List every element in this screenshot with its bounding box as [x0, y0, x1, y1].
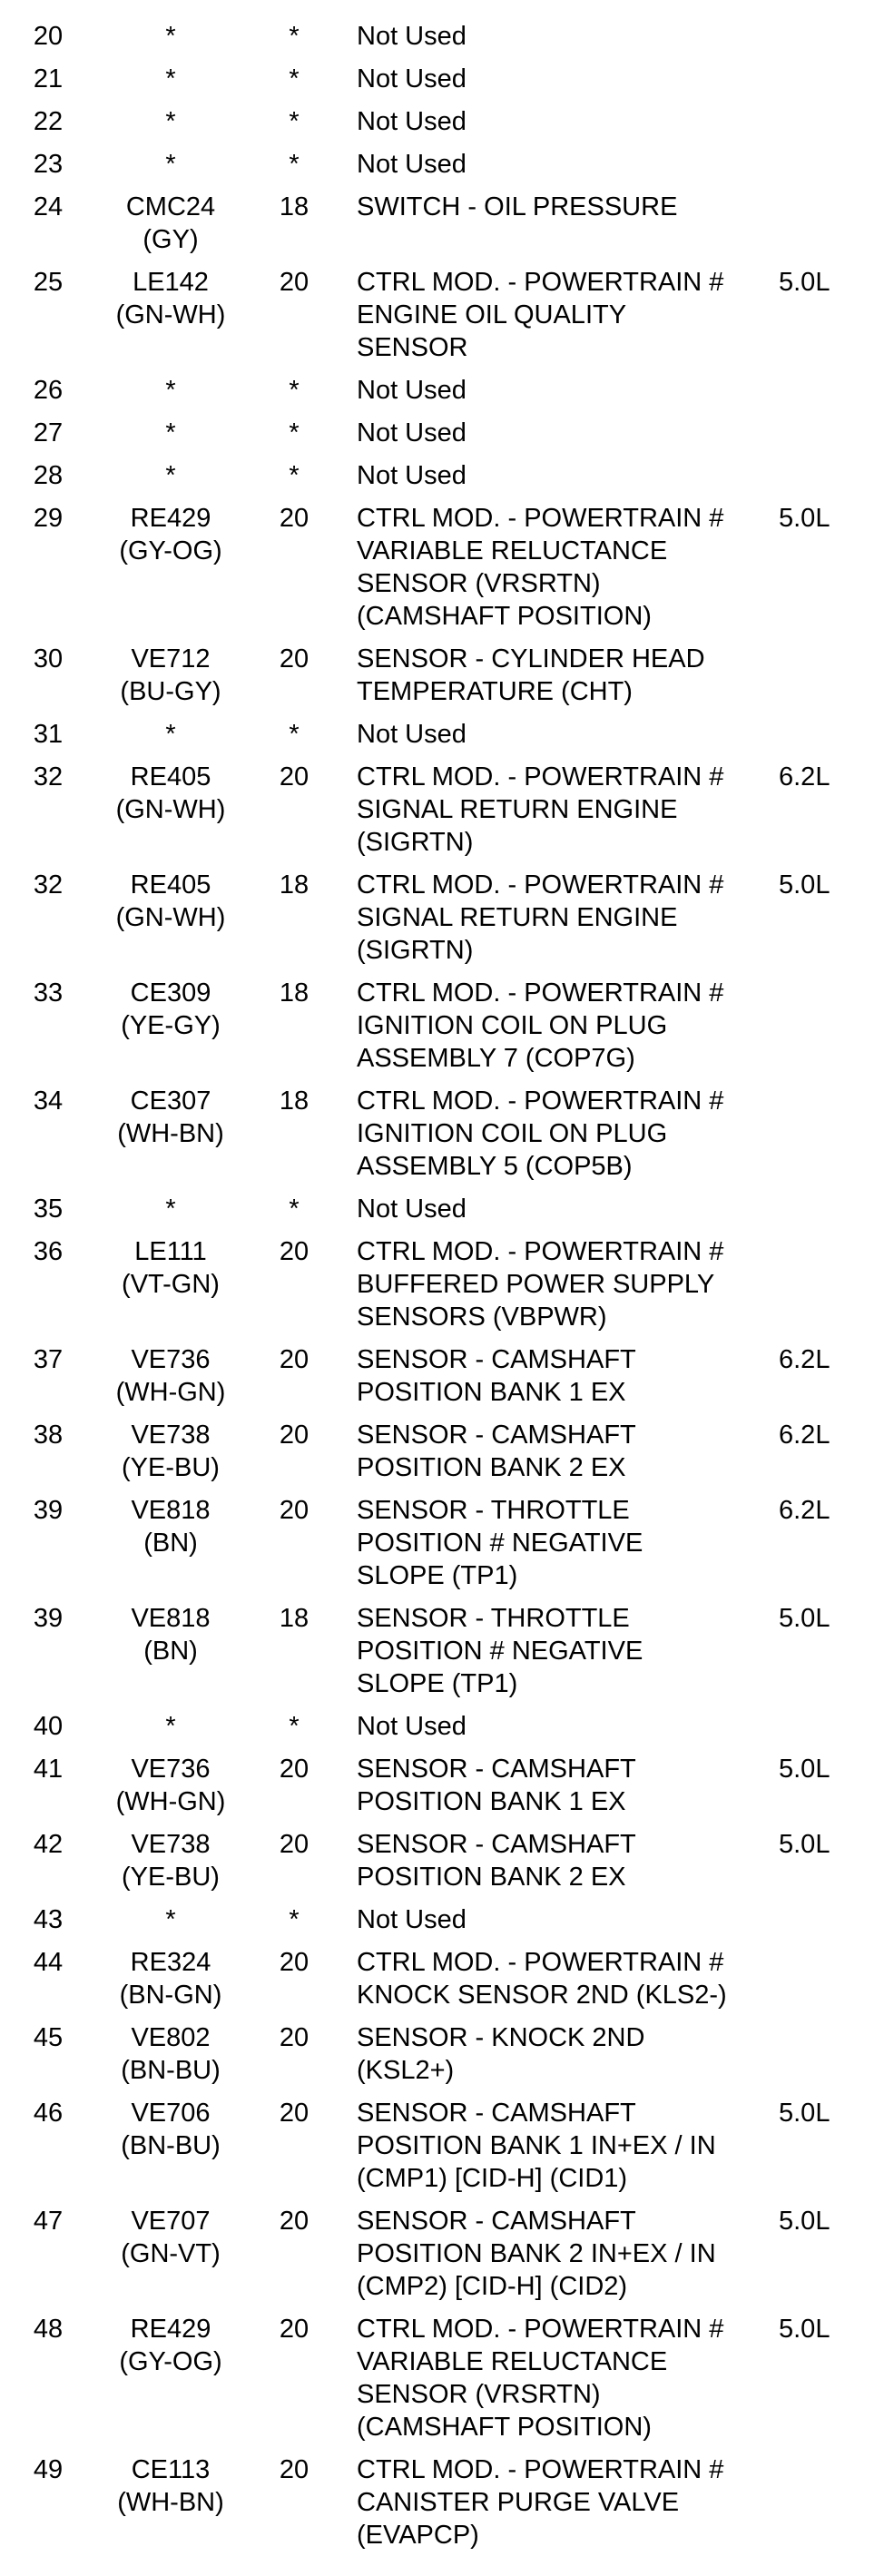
circuit-code: CE307 (WH-BN) — [117, 1086, 224, 1148]
circuit-code: VE707 (GN-VT) — [121, 2207, 221, 2268]
wire-gauge: 20 — [279, 2023, 309, 2052]
wire-gauge: 20 — [279, 2455, 309, 2484]
pin-number: 45 — [33, 2023, 64, 2052]
pin-number: 39 — [33, 1604, 64, 1633]
pin-number: 32 — [33, 870, 64, 900]
circuit-description: Not Used — [357, 64, 467, 93]
table-row — [0, 105, 894, 148]
wire-gauge: 18 — [279, 1604, 309, 1633]
circuit-code: * — [165, 418, 176, 447]
pin-number: 32 — [33, 762, 64, 791]
table-row — [0, 1419, 894, 1494]
table-row — [0, 2097, 894, 2205]
wire-gauge: 20 — [279, 1948, 309, 1977]
circuit-description: Not Used — [357, 376, 467, 405]
pin-number: 22 — [33, 107, 64, 136]
wire-gauge: 20 — [279, 1830, 309, 1859]
table-row — [0, 1085, 894, 1193]
wire-gauge: * — [289, 64, 300, 93]
circuit-description: SENSOR - THROTTLE POSITION # NEGATIVE SLOPE (TP1) — [357, 1496, 643, 1590]
circuit-code: CMC24 (GY) — [125, 192, 216, 254]
circuit-description: Not Used — [357, 22, 467, 51]
pin-number: 48 — [33, 2315, 64, 2344]
circuit-description: CTRL MOD. - POWERTRAIN # SIGNAL RETURN ENGINE (SIGRTN) — [357, 762, 724, 857]
wire-gauge: 20 — [279, 2315, 309, 2344]
wire-gauge: 20 — [279, 1421, 309, 1450]
pin-number: 40 — [33, 1712, 64, 1741]
circuit-code: RE405 (GN-WH) — [115, 762, 226, 824]
circuit-description: Not Used — [357, 418, 467, 447]
circuit-description: CTRL MOD. - POWERTRAIN # IGNITION COIL ON PLUG ASSEMBLY 7 (COP7G) — [357, 978, 724, 1073]
table-row — [0, 1343, 894, 1419]
circuit-description: CTRL MOD. - POWERTRAIN # ENGINE OIL QUALITY SENSOR — [357, 268, 724, 362]
circuit-code: * — [165, 1712, 176, 1741]
engine-option: 5.0L — [779, 2207, 830, 2236]
table-row — [0, 1710, 894, 1753]
table-row — [0, 266, 894, 374]
circuit-code: * — [165, 1195, 176, 1224]
pin-number: 27 — [33, 418, 64, 447]
wire-gauge: 20 — [279, 762, 309, 791]
table-row — [0, 1602, 894, 1710]
circuit-description: CTRL MOD. - POWERTRAIN # CANISTER PURGE VALVE (EVAPCP) — [357, 2455, 724, 2550]
wire-gauge: 20 — [279, 2207, 309, 2236]
pin-number: 30 — [33, 644, 64, 673]
circuit-description: SENSOR - CAMSHAFT POSITION BANK 1 EX — [357, 1755, 636, 1816]
circuit-code: * — [165, 461, 176, 490]
circuit-description: SENSOR - CYLINDER HEAD TEMPERATURE (CHT) — [357, 644, 705, 706]
table-row — [0, 2453, 894, 2561]
circuit-description: Not Used — [357, 150, 467, 179]
wire-gauge: 18 — [279, 978, 309, 1008]
circuit-description: SENSOR - CAMSHAFT POSITION BANK 2 EX — [357, 1421, 636, 1482]
wire-gauge: 18 — [279, 1086, 309, 1116]
engine-option: 5.0L — [779, 1830, 830, 1859]
pin-number: 38 — [33, 1421, 64, 1450]
table-row — [0, 2021, 894, 2097]
wire-gauge: * — [289, 107, 300, 136]
circuit-description: Not Used — [357, 720, 467, 749]
circuit-description: CTRL MOD. - POWERTRAIN # VARIABLE RELUCTANCE SENSOR (VRSRTN) (CAMSHAFT POSITION) — [357, 504, 724, 631]
pin-number: 20 — [33, 22, 64, 51]
circuit-description: SENSOR - CAMSHAFT POSITION BANK 1 IN+EX / IN (CMP1) [CID-H] (CID1) — [357, 2099, 716, 2193]
circuit-code: RE324 (BN-GN) — [119, 1948, 222, 2010]
table-row — [0, 20, 894, 63]
pin-number: 42 — [33, 1830, 64, 1859]
wire-gauge: 20 — [279, 1496, 309, 1525]
pin-number: 24 — [33, 192, 64, 221]
circuit-description: Not Used — [357, 461, 467, 490]
engine-option: 5.0L — [779, 2099, 830, 2128]
engine-option: 6.2L — [779, 1496, 830, 1525]
pin-number: 46 — [33, 2099, 64, 2128]
circuit-code: LE111 (VT-GN) — [122, 1237, 220, 1299]
engine-option: 5.0L — [779, 870, 830, 900]
circuit-description: SENSOR - CAMSHAFT POSITION BANK 2 EX — [357, 1830, 636, 1892]
wire-gauge: 20 — [279, 1237, 309, 1266]
table-row — [0, 1946, 894, 2021]
engine-option: 5.0L — [779, 268, 830, 297]
table-row — [0, 1494, 894, 1602]
table-row — [0, 502, 894, 643]
circuit-code: VE818 (BN) — [131, 1604, 211, 1666]
pin-number: 34 — [33, 1086, 64, 1116]
table-row — [0, 148, 894, 191]
wire-gauge: * — [289, 720, 300, 749]
table-row — [0, 191, 894, 266]
wire-gauge: 20 — [279, 2099, 309, 2128]
table-row — [0, 459, 894, 502]
wire-gauge: 18 — [279, 192, 309, 221]
table-row — [0, 761, 894, 869]
table-row — [0, 417, 894, 459]
circuit-code: VE802 (BN-BU) — [121, 2023, 221, 2085]
pin-number: 43 — [33, 1905, 64, 1934]
table-row — [0, 2313, 894, 2453]
circuit-code: VE738 (YE-BU) — [122, 1830, 220, 1892]
wire-gauge: * — [289, 22, 300, 51]
pin-number: 23 — [33, 150, 64, 179]
pin-number: 29 — [33, 504, 64, 533]
wire-gauge: * — [289, 1905, 300, 1934]
circuit-description: Not Used — [357, 1712, 467, 1741]
circuit-description: SWITCH - OIL PRESSURE — [357, 192, 678, 221]
circuit-code: VE736 (WH-GN) — [115, 1755, 226, 1816]
engine-option: 5.0L — [779, 1604, 830, 1633]
pin-number: 44 — [33, 1948, 64, 1977]
circuit-code: * — [165, 1905, 176, 1934]
wire-gauge: 20 — [279, 1345, 309, 1374]
table-row — [0, 63, 894, 105]
table-row — [0, 374, 894, 417]
circuit-description: CTRL MOD. - POWERTRAIN # BUFFERED POWER SUPPLY SENSORS (VBPWR) — [357, 1237, 724, 1332]
pin-number: 26 — [33, 376, 64, 405]
wire-gauge: 20 — [279, 268, 309, 297]
pin-number: 25 — [33, 268, 64, 297]
wire-gauge: * — [289, 461, 300, 490]
circuit-code: CE113 (WH-BN) — [117, 2455, 224, 2517]
circuit-code: RE429 (GY-OG) — [119, 2315, 222, 2376]
pin-number: 39 — [33, 1496, 64, 1525]
circuit-code: * — [165, 64, 176, 93]
circuit-code: RE429 (GY-OG) — [119, 504, 222, 565]
wire-gauge: * — [289, 1195, 300, 1224]
wire-gauge: * — [289, 150, 300, 179]
pin-number: 49 — [33, 2455, 64, 2484]
wire-gauge: 20 — [279, 644, 309, 673]
wire-gauge: * — [289, 418, 300, 447]
circuit-description: SENSOR - THROTTLE POSITION # NEGATIVE SLOPE (TP1) — [357, 1604, 643, 1698]
circuit-code: CE309 (YE-GY) — [121, 978, 221, 1040]
pin-number: 37 — [33, 1345, 64, 1374]
wire-gauge: 20 — [279, 1755, 309, 1784]
circuit-code: VE738 (YE-BU) — [122, 1421, 220, 1482]
circuit-code: RE405 (GN-WH) — [115, 870, 226, 932]
pin-number: 28 — [33, 461, 64, 490]
pin-number: 36 — [33, 1237, 64, 1266]
circuit-code: * — [165, 376, 176, 405]
pin-number: 31 — [33, 720, 64, 749]
pin-number: 35 — [33, 1195, 64, 1224]
table-row — [0, 1753, 894, 1828]
wire-gauge: * — [289, 1712, 300, 1741]
circuit-code: * — [165, 22, 176, 51]
circuit-description: CTRL MOD. - POWERTRAIN # SIGNAL RETURN ENGINE (SIGRTN) — [357, 870, 724, 965]
table-row — [0, 1235, 894, 1343]
circuit-code: LE142 (GN-WH) — [115, 268, 226, 329]
table-row — [0, 869, 894, 977]
pin-number: 47 — [33, 2207, 64, 2236]
pin-number: 41 — [33, 1755, 64, 1784]
circuit-code: VE818 (BN) — [131, 1496, 211, 1558]
circuit-code: VE706 (BN-BU) — [121, 2099, 221, 2160]
circuit-code: VE736 (WH-GN) — [115, 1345, 226, 1407]
wire-gauge: 20 — [279, 504, 309, 533]
circuit-description: SENSOR - CAMSHAFT POSITION BANK 1 EX — [357, 1345, 636, 1407]
table-row — [0, 1193, 894, 1235]
circuit-description: Not Used — [357, 1905, 467, 1934]
circuit-description: Not Used — [357, 107, 467, 136]
wire-gauge: 18 — [279, 870, 309, 900]
table-row — [0, 1828, 894, 1903]
table-row — [0, 643, 894, 718]
circuit-code: * — [165, 150, 176, 179]
circuit-description: CTRL MOD. - POWERTRAIN # VARIABLE RELUCTANCE SENSOR (VRSRTN) (CAMSHAFT POSITION) — [357, 2315, 724, 2442]
circuit-description: CTRL MOD. - POWERTRAIN # IGNITION COIL ON PLUG ASSEMBLY 5 (COP5B) — [357, 1086, 724, 1181]
engine-option: 6.2L — [779, 1345, 830, 1374]
table-row — [0, 1903, 894, 1946]
table-row — [0, 718, 894, 761]
circuit-code: * — [165, 107, 176, 136]
circuit-description: SENSOR - CAMSHAFT POSITION BANK 2 IN+EX / IN (CMP2) [CID-H] (CID2) — [357, 2207, 716, 2301]
wire-gauge: * — [289, 376, 300, 405]
circuit-description: CTRL MOD. - POWERTRAIN # KNOCK SENSOR 2ND (KLS2-) — [357, 1948, 727, 2010]
engine-option: 6.2L — [779, 762, 830, 791]
engine-option: 5.0L — [779, 504, 830, 533]
engine-option: 5.0L — [779, 2315, 830, 2344]
table-row — [0, 977, 894, 1085]
engine-option: 6.2L — [779, 1421, 830, 1450]
circuit-code: VE712 (BU-GY) — [120, 644, 221, 706]
pin-number: 21 — [33, 64, 64, 93]
engine-option: 5.0L — [779, 1755, 830, 1784]
pin-number: 33 — [33, 978, 64, 1008]
circuit-description: SENSOR - KNOCK 2ND (KSL2+) — [357, 2023, 645, 2085]
table-row — [0, 2205, 894, 2313]
circuit-code: * — [165, 720, 176, 749]
circuit-description: Not Used — [357, 1195, 467, 1224]
